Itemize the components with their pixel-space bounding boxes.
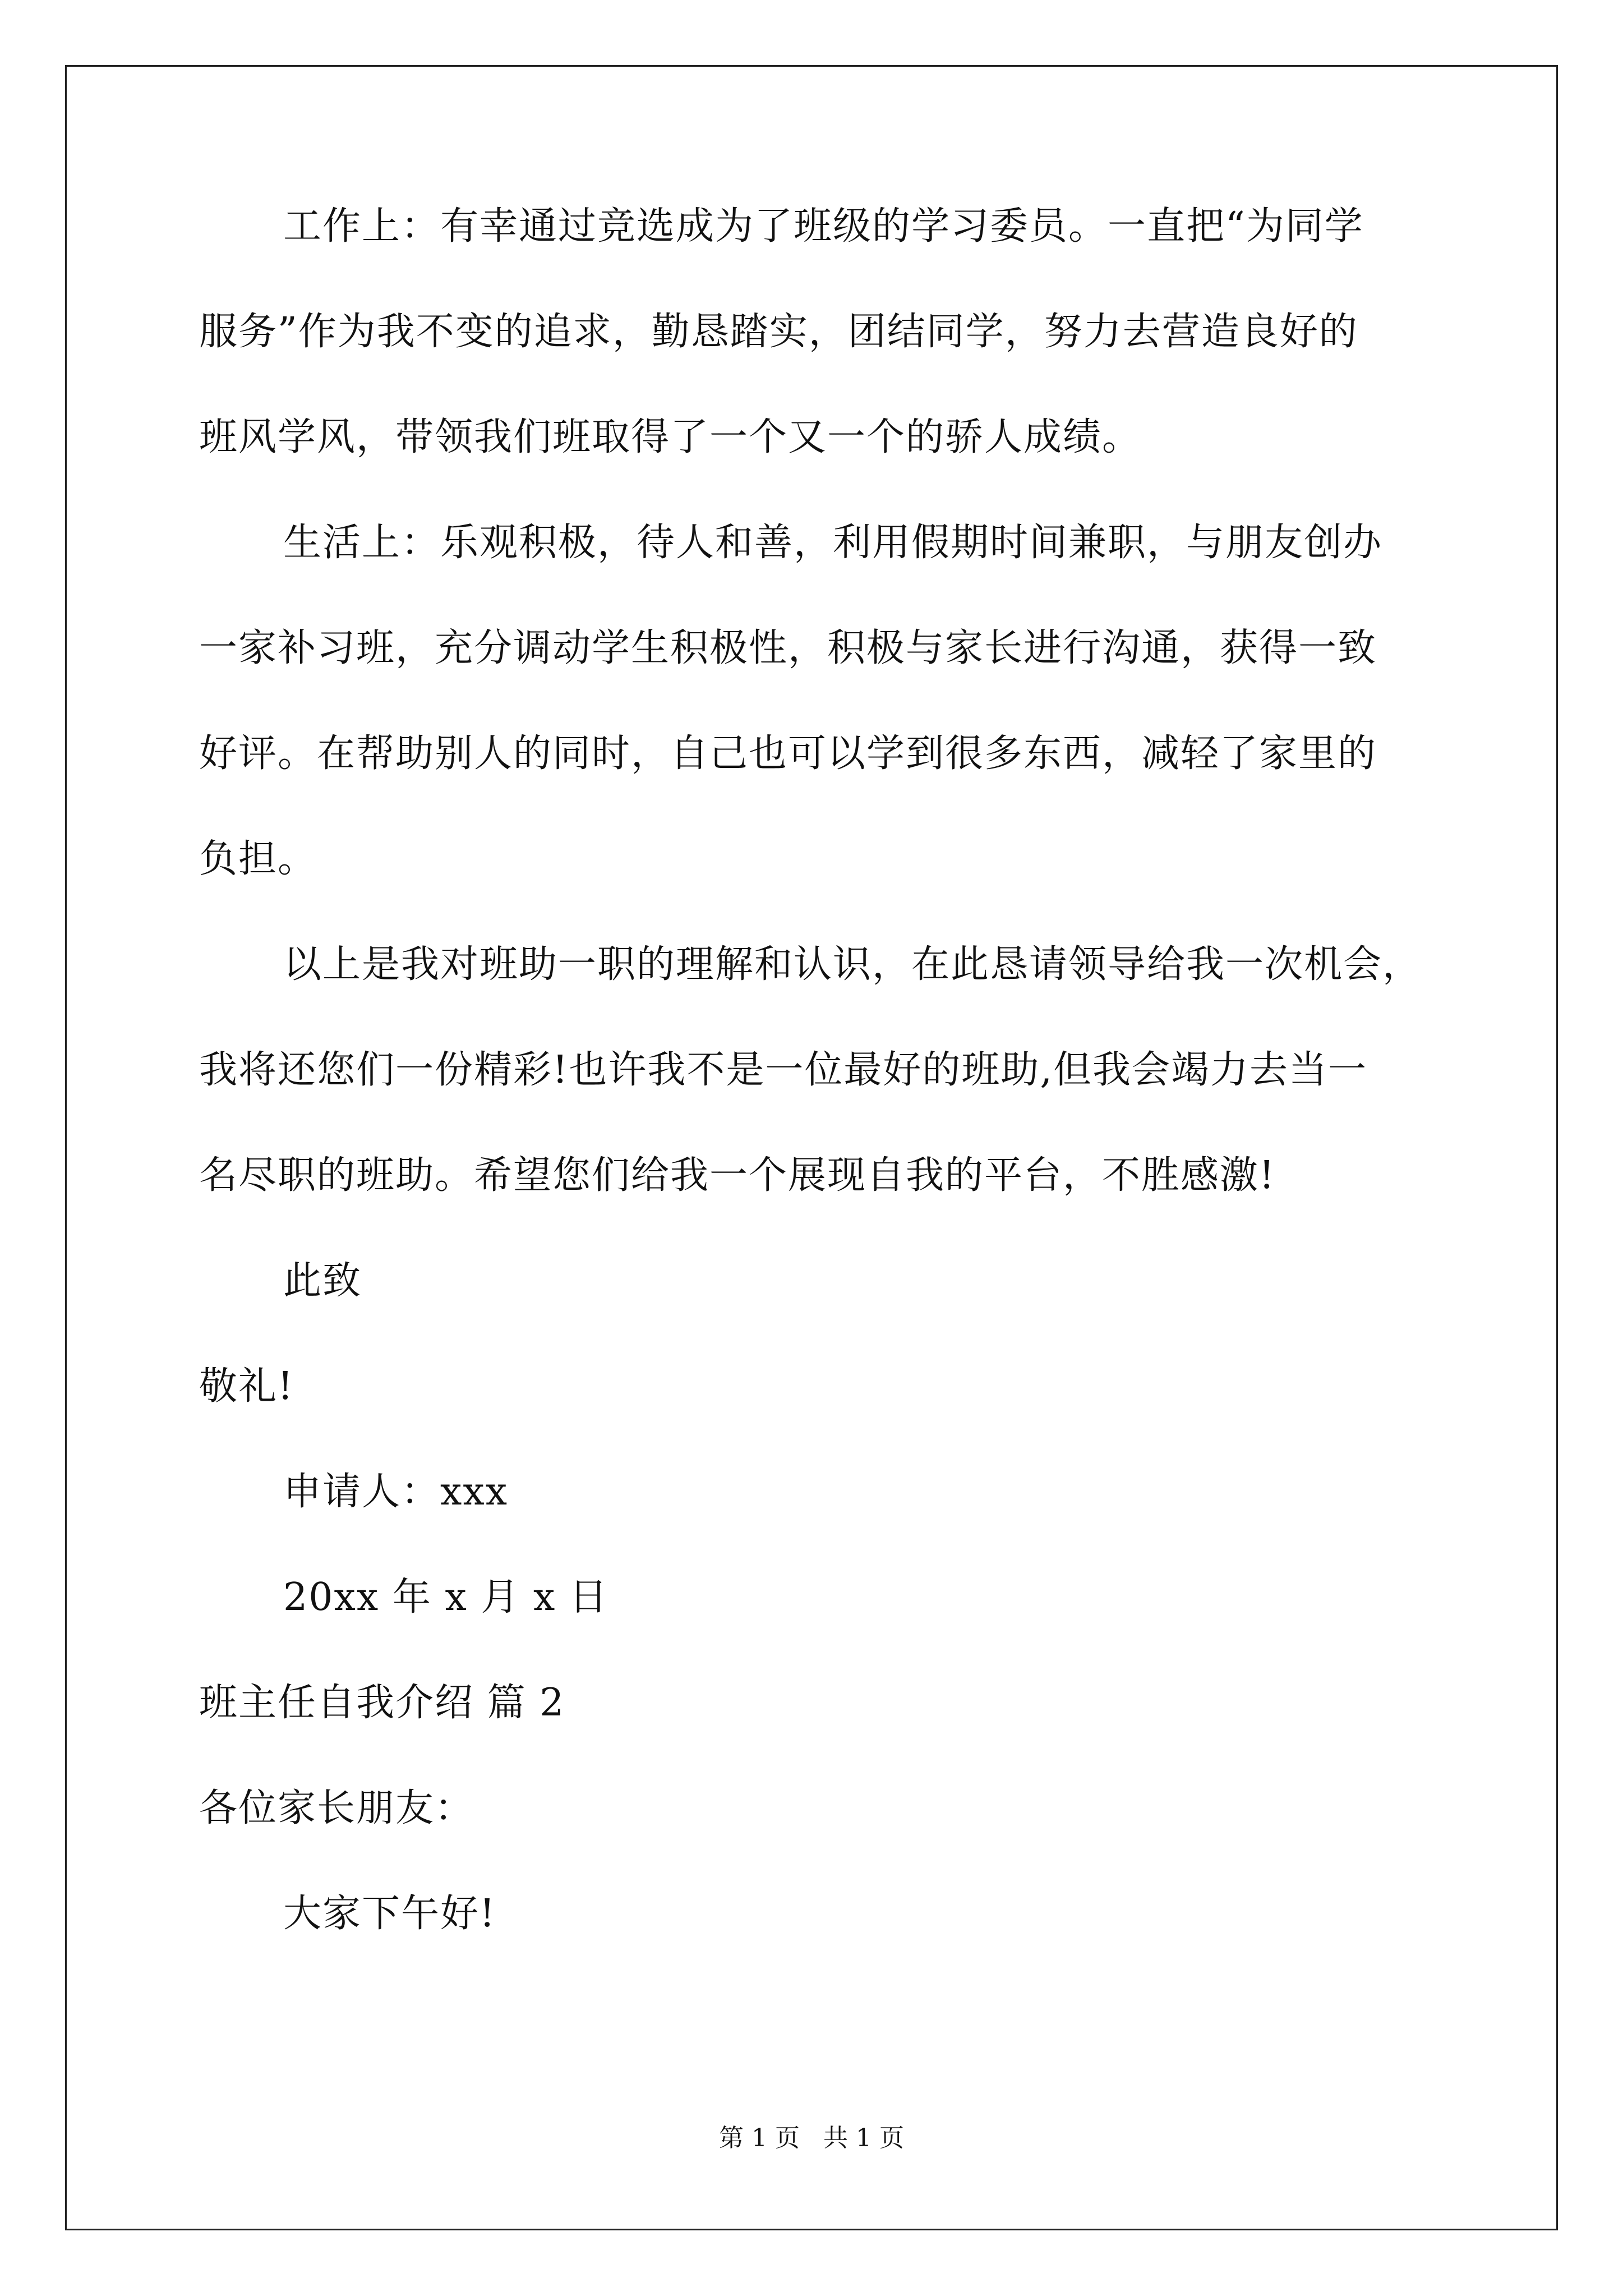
paragraph-life-line-4: 负担。 — [199, 837, 317, 881]
salutation-jingli: 敬礼! — [199, 1364, 294, 1409]
greeting-parents: 各位家长朋友： — [199, 1786, 474, 1830]
paragraph-closing-line-1: 以上是我对班助一职的理解和认识，在此恳请领导给我一次机会， — [283, 942, 1422, 987]
paragraph-closing-line-2: 我将还您们一份精彩!也许我不是一位最好的班助,但我会竭力去当一 — [199, 1048, 1367, 1092]
paragraph-closing-line-3: 名尽职的班助。希望您们给我一个展现自我的平台，不胜感激! — [199, 1153, 1276, 1198]
applicant-signature: 申请人：xxx — [283, 1470, 509, 1514]
greeting-afternoon: 大家下午好! — [283, 1892, 496, 1936]
paragraph-life-line-2: 一家补习班，充分调动学生积极性，积极与家长进行沟通，获得一致 — [199, 626, 1377, 670]
document-body — [199, 204, 1433, 2000]
section-heading: 班主任自我介绍 篇 2 — [199, 1681, 565, 1725]
paragraph-work-line-2: 服务”作为我不变的追求，勤恳踏实，团结同学，努力去营造良好的 — [199, 310, 1358, 354]
page-number-footer: 第 1 页 共 1 页 — [719, 2124, 904, 2152]
salutation-cizhi: 此致 — [283, 1259, 362, 1303]
signature-date: 20xx 年 x 月 x 日 — [283, 1575, 609, 1619]
paragraph-life-line-1: 生活上：乐观积极，待人和善，利用假期时间兼职，与朋友创办 — [283, 521, 1383, 565]
paragraph-work-line-1: 工作上：有幸通过竞选成为了班级的学习委员。一直把“为同学 — [283, 204, 1364, 249]
paragraph-work-line-3: 班风学风，带领我们班取得了一个又一个的骄人成绩。 — [199, 415, 1142, 459]
paragraph-life-line-3: 好评。在帮助别人的同时，自己也可以学到很多东西，减轻了家里的 — [199, 731, 1377, 776]
